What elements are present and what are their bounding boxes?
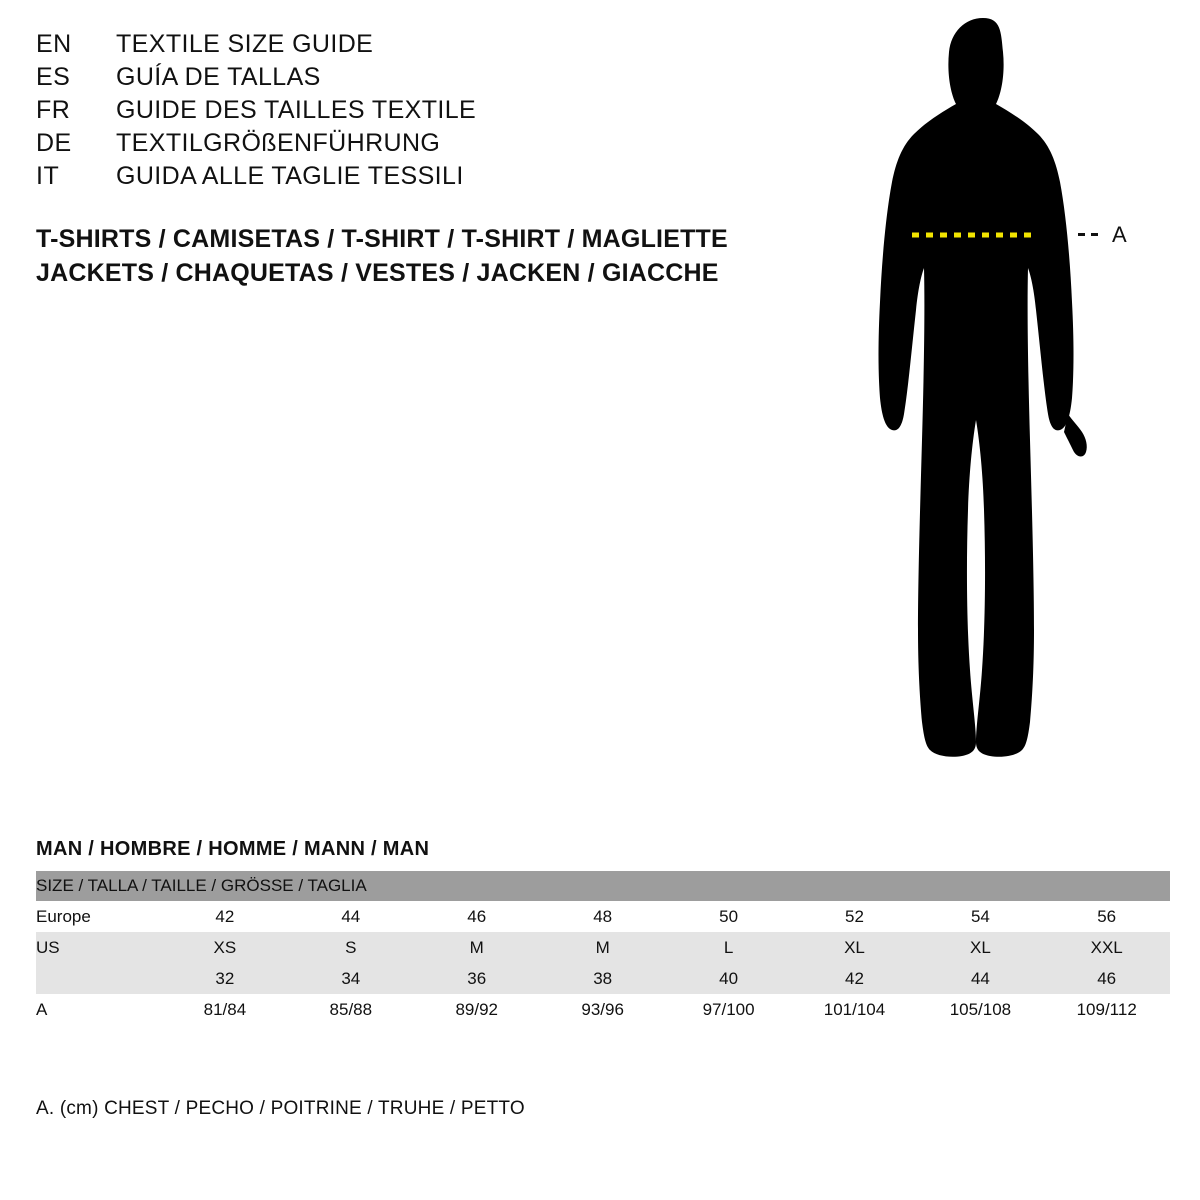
table-row (36, 994, 1170, 1025)
language-code: FR (36, 96, 71, 124)
language-title: TEXTILGRÖßENFÜHRUNG (116, 129, 441, 157)
language-title: GUIDE DES TAILLES TEXTILE (116, 96, 477, 124)
row-label (36, 963, 162, 994)
table-cell: 101/104 (792, 994, 918, 1025)
row-label: Europe (36, 901, 162, 932)
language-row (36, 96, 736, 129)
table-cell: 40 (666, 963, 792, 994)
table-row (36, 963, 1170, 994)
language-row (36, 63, 736, 96)
table-cell: 105/108 (917, 994, 1043, 1025)
language-row (36, 129, 736, 162)
table-cell: 81/84 (162, 994, 288, 1025)
table-cell: 56 (1043, 901, 1170, 932)
table-cell: M (414, 932, 540, 963)
size-table-section (36, 838, 1170, 1025)
table-header-row (36, 871, 1170, 901)
table-cell: 42 (162, 901, 288, 932)
table-cell: 32 (162, 963, 288, 994)
garment-line-tshirts: T-SHIRTS / CAMISETAS / T-SHIRT / T-SHIRT / MAGLIETTE (36, 225, 728, 253)
table-cell: XXL (1043, 932, 1170, 963)
table-cell: 93/96 (540, 994, 666, 1025)
size-table (36, 871, 1170, 1025)
garment-category-block (36, 222, 796, 290)
measure-label-a: A (1112, 222, 1128, 247)
table-cell: XL (792, 932, 918, 963)
table-cell: 85/88 (288, 994, 414, 1025)
table-cell: L (666, 932, 792, 963)
table-cell: 38 (540, 963, 666, 994)
language-code: DE (36, 129, 72, 157)
language-title: GUIDA ALLE TAGLIE TESSILI (116, 162, 464, 190)
language-header-block (36, 30, 736, 195)
table-cell: 44 (917, 963, 1043, 994)
table-cell: S (288, 932, 414, 963)
silhouette-icon (820, 10, 1180, 800)
language-code: EN (36, 30, 72, 58)
table-cell: 42 (792, 963, 918, 994)
table-cell: XS (162, 932, 288, 963)
language-code: ES (36, 63, 71, 91)
language-title: GUÍA DE TALLAS (116, 63, 321, 91)
table-cell: 109/112 (1043, 994, 1170, 1025)
table-cell: 54 (917, 901, 1043, 932)
table-cell: M (540, 932, 666, 963)
row-label: A (36, 994, 162, 1025)
table-cell: 50 (666, 901, 792, 932)
table-header-label: SIZE / TALLA / TAILLE / GRÖSSE / TAGLIA (36, 871, 1170, 901)
body-silhouette-figure (820, 10, 1180, 800)
language-row (36, 162, 736, 195)
language-code: IT (36, 162, 60, 190)
table-cell: 46 (414, 901, 540, 932)
table-cell: 48 (540, 901, 666, 932)
table-cell: 97/100 (666, 994, 792, 1025)
table-row (36, 901, 1170, 932)
table-cell: 34 (288, 963, 414, 994)
table-cell: 46 (1043, 963, 1170, 994)
language-title: TEXTILE SIZE GUIDE (116, 30, 374, 58)
table-cell: XL (917, 932, 1043, 963)
table-footnote: A. (cm) CHEST / PECHO / POITRINE / TRUHE / PETTO (36, 1098, 525, 1119)
garment-line-jackets: JACKETS / CHAQUETAS / VESTES / JACKEN / GIACCHE (36, 259, 719, 287)
row-label: US (36, 932, 162, 963)
table-cell: 89/92 (414, 994, 540, 1025)
table-cell: 36 (414, 963, 540, 994)
measure-leader-line (1078, 233, 1104, 236)
language-row (36, 30, 736, 63)
table-row (36, 932, 1170, 963)
table-group-title: MAN / HOMBRE / HOMME / MANN / MAN (36, 838, 430, 860)
table-cell: 52 (792, 901, 918, 932)
table-cell: 44 (288, 901, 414, 932)
